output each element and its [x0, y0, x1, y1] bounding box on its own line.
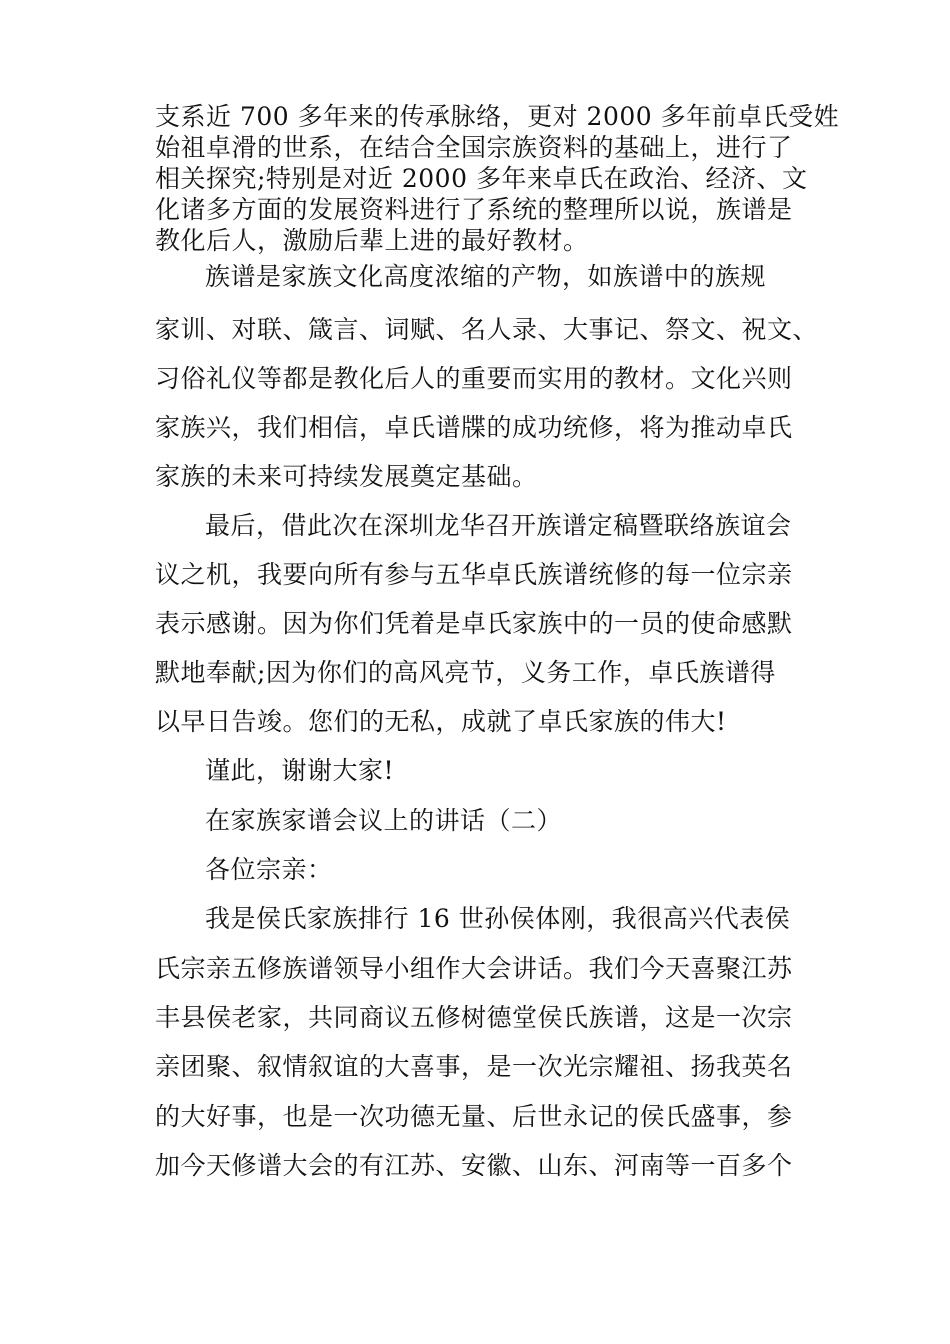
text-line: 亲团聚、叙情叙谊的大喜事，是一次光宗耀祖、扬我英名	[155, 1052, 793, 1081]
text-line: 表示感谢。因为你们凭着是卓氏家族中的一员的使命感默	[155, 609, 793, 638]
text-line: 教化后人，激励后辈上进的最好教材。	[155, 226, 589, 255]
text-line: 始祖卓滑的世系，在结合全国宗族资料的基础上，进行了	[155, 133, 793, 162]
paragraph-start-line: 族谱是家族文化高度浓缩的产物，如族谱中的族规	[205, 262, 767, 291]
text-line: 家训、对联、箴言、词赋、名人录、大事记、祭文、祝文、	[155, 315, 819, 344]
text-line: 家族兴，我们相信，卓氏谱牒的成功统修，将为推动卓氏	[155, 413, 793, 442]
text-line: 相关探究;特别是对近 2000 多年来卓氏在政治、经济、文	[155, 164, 808, 193]
text-line: 议之机，我要向所有参与五华卓氏族谱统修的每一位宗亲	[155, 560, 793, 589]
text-line: 支系近 700 多年来的传承脉络，更对 2000 多年前卓氏受姓	[155, 102, 840, 131]
text-line: 习俗礼仪等都是教化后人的重要而实用的教材。文化兴则	[155, 364, 793, 393]
text-line: 丰县侯老家，共同商议五修树德堂侯氏族谱，这是一次宗	[155, 1003, 793, 1032]
salutation: 各位宗亲：	[205, 855, 333, 884]
text-line: 的大好事，也是一次功德无量、后世永记的侯氏盛事，参	[155, 1102, 793, 1131]
text-line: 化诸多方面的发展资料进行了系统的整理所以说，族谱是	[155, 195, 793, 224]
text-line: 默地奉献;因为你们的高风亮节，义务工作，卓氏族谱得	[155, 658, 776, 687]
section-title: 在家族家谱会议上的讲话（二）	[205, 806, 563, 835]
text-line: 氏宗亲五修族谱领导小组作大会讲话。我们今天喜聚江苏	[155, 954, 793, 983]
text-line: 家族的未来可持续发展奠定基础。	[155, 462, 538, 491]
text-line: 以早日告竣。您们的无私，成就了卓氏家族的伟大!	[155, 707, 727, 736]
text-line: 加今天修谱大会的有江苏、安徽、山东、河南等一百多个	[155, 1151, 793, 1180]
closing-line: 谨此，谢谢大家!	[205, 756, 395, 785]
paragraph-start-line: 最后，借此次在深圳龙华召开族谱定稿暨联络族谊会	[205, 511, 792, 540]
paragraph-start-line: 我是侯氏家族排行 16 世孙侯体刚，我很高兴代表侯	[205, 904, 791, 933]
